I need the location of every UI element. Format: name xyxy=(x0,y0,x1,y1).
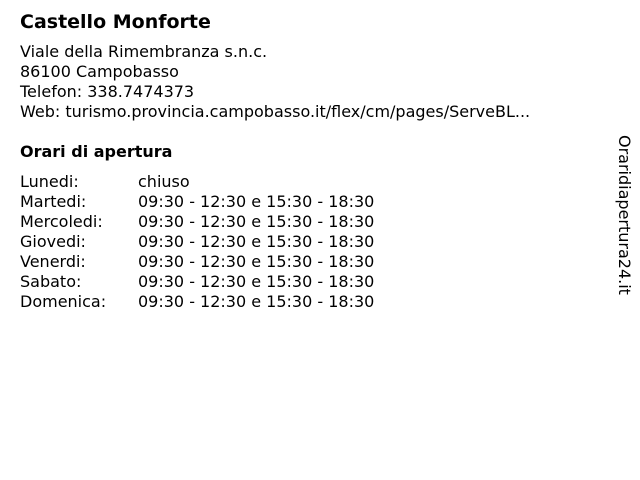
opening-hours-heading: Orari di apertura xyxy=(20,142,173,161)
hours-row-thursday xyxy=(20,232,374,252)
hours-row-monday xyxy=(20,172,374,192)
day-label: Venerdi: xyxy=(20,252,86,271)
day-hours: 09:30 - 12:30 e 15:30 - 18:30 xyxy=(138,212,375,231)
day-hours: 09:30 - 12:30 e 15:30 - 18:30 xyxy=(138,252,375,271)
phone-number: Telefon: 338.7474373 xyxy=(20,82,195,101)
day-label: Mercoledi: xyxy=(20,212,103,231)
day-hours: 09:30 - 12:30 e 15:30 - 18:30 xyxy=(138,192,375,211)
day-hours: 09:30 - 12:30 e 15:30 - 18:30 xyxy=(138,232,375,251)
day-label: Giovedi: xyxy=(20,232,86,251)
website-link[interactable]: Web: turismo.provincia.campobasso.it/flex/cm/pages/ServeBL... xyxy=(20,102,531,121)
place-card xyxy=(20,10,610,312)
day-hours: chiuso xyxy=(138,172,190,191)
day-label: Lunedi: xyxy=(20,172,79,191)
site-brand-vertical: Oraridiapertura24.it xyxy=(615,135,634,295)
place-title: Castello Monforte xyxy=(20,11,211,33)
day-hours: 09:30 - 12:30 e 15:30 - 18:30 xyxy=(138,272,375,291)
day-label: Sabato: xyxy=(20,272,82,291)
address-city: 86100 Campobasso xyxy=(20,62,179,81)
hours-row-saturday xyxy=(20,272,374,292)
opening-hours-table xyxy=(20,172,374,312)
hours-row-friday xyxy=(20,252,374,272)
address-block xyxy=(20,42,610,122)
hours-row-sunday xyxy=(20,292,374,312)
hours-row-wednesday xyxy=(20,212,374,232)
hours-row-tuesday xyxy=(20,192,374,212)
address-street: Viale della Rimembranza s.n.c. xyxy=(20,42,268,61)
day-label: Domenica: xyxy=(20,292,107,311)
day-hours: 09:30 - 12:30 e 15:30 - 18:30 xyxy=(138,292,375,311)
day-label: Martedi: xyxy=(20,192,87,211)
